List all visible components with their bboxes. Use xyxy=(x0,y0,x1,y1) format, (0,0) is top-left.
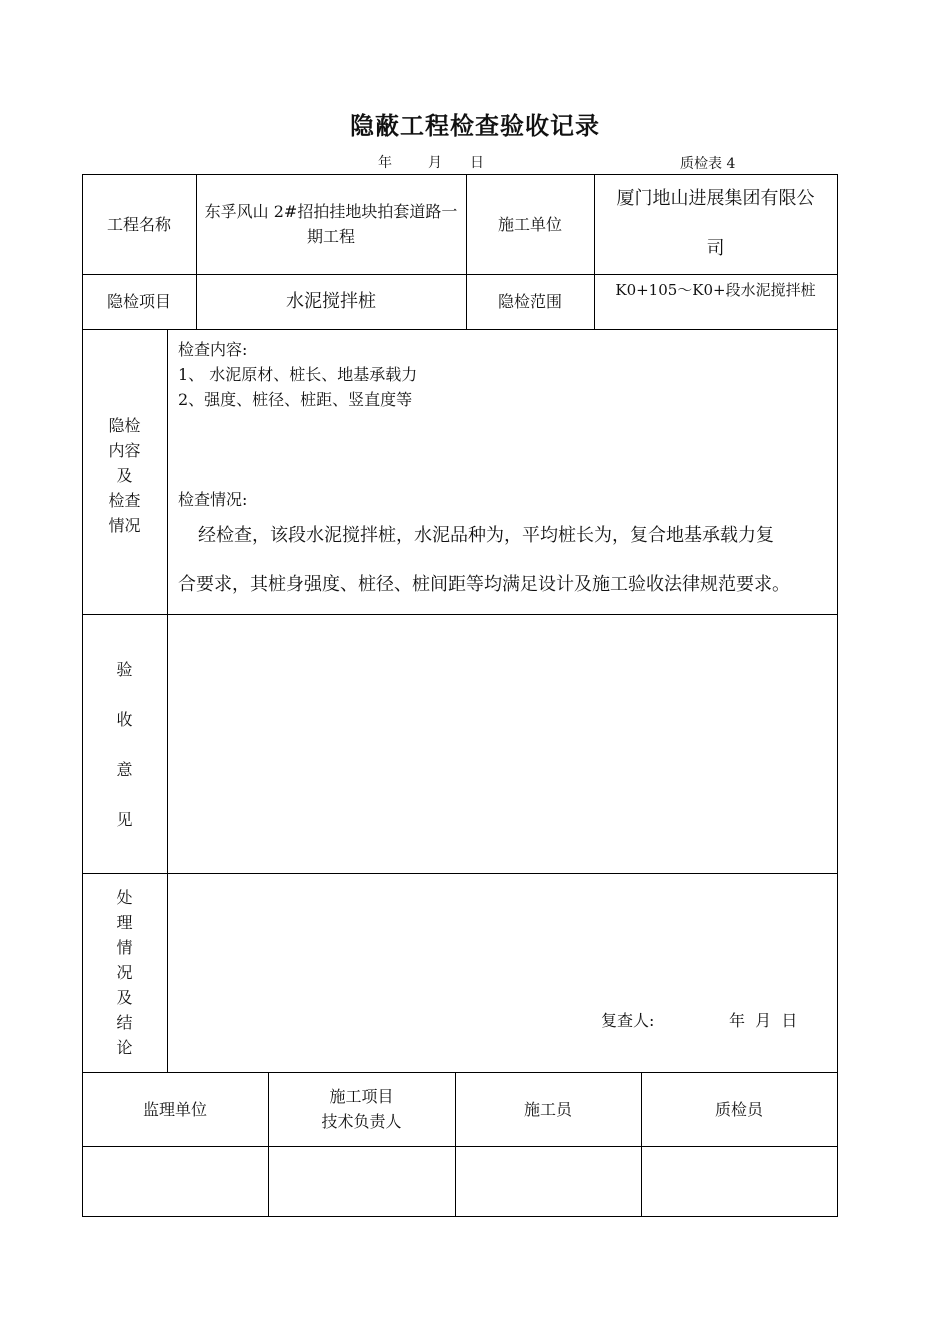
tech-lead-line: 技术负责人 xyxy=(321,1112,402,1131)
contractor-line: 司 xyxy=(706,238,725,259)
contractor-line: 厦门地山进展集团有限公 xyxy=(616,188,815,209)
tech-lead-line: 施工项目 xyxy=(329,1087,394,1106)
label-char: 理 xyxy=(116,913,133,932)
review-date: 年 月 日 xyxy=(729,1011,798,1030)
project-name-label: 工程名称 xyxy=(106,214,171,234)
label-char: 处 xyxy=(116,888,133,907)
situation-heading: 检查情况: xyxy=(178,490,248,509)
supervisor-signature-field[interactable] xyxy=(83,1147,268,1216)
label-char: 见 xyxy=(116,810,133,829)
tech-lead-label xyxy=(268,1072,455,1146)
supervisor-unit-label: 监理单位 xyxy=(142,1099,207,1119)
form-number: 质检表 4 xyxy=(680,156,736,172)
acceptance-opinion-field[interactable] xyxy=(168,615,837,873)
content-item: 2、强度、桩径、桩距、竖直度等 xyxy=(178,390,413,409)
date-month-label: 月 xyxy=(428,155,442,171)
handling-conclusion-label xyxy=(82,885,167,1060)
label-char: 收 xyxy=(116,710,133,729)
content-item: 1、 水泥原材、桩长、地基承载力 xyxy=(178,365,418,384)
label-char: 验 xyxy=(116,660,133,679)
label-char: 结 xyxy=(116,1013,133,1032)
contractor-label: 施工单位 xyxy=(497,214,562,234)
constructor-label: 施工员 xyxy=(523,1099,572,1119)
label-char: 况 xyxy=(116,963,133,982)
inspector-signature-field[interactable] xyxy=(642,1147,837,1216)
content-heading: 检查内容: xyxy=(178,340,248,359)
project-name-value xyxy=(196,174,466,274)
acceptance-opinion-label xyxy=(82,655,167,835)
content-situation-label xyxy=(82,410,167,540)
label-char: 情 xyxy=(116,938,133,957)
label-char: 论 xyxy=(116,1038,133,1057)
situation-text-line: 合要求，其桩身强度、桩径、桩间距等均满足设计及施工验收法律规范要求。 xyxy=(178,574,790,595)
label-char: 及 xyxy=(116,465,133,485)
table-border-bottom xyxy=(82,1216,838,1217)
inspection-scope-label: 隐检范围 xyxy=(497,292,562,311)
inspection-item-value: 水泥搅拌桩 xyxy=(286,291,376,312)
project-name-line: 东孚风山 2#招拍挂地块拍套道路一 xyxy=(204,202,458,221)
contractor-value xyxy=(594,174,837,274)
row-divider xyxy=(82,873,838,874)
label-char: 意 xyxy=(116,760,133,779)
reviewer-label: 复查人: xyxy=(601,1011,655,1030)
table-border-right xyxy=(837,174,838,1217)
date-year-label: 年 xyxy=(378,155,392,171)
inspection-item-label: 隐检项目 xyxy=(106,292,171,311)
label-char: 检查 xyxy=(108,490,141,510)
date-day-label: 日 xyxy=(470,155,484,171)
constructor-signature-field[interactable] xyxy=(456,1147,641,1216)
label-char: 隐检 xyxy=(108,415,141,435)
label-char: 及 xyxy=(116,988,133,1007)
project-name-line: 期工程 xyxy=(306,227,355,246)
tech-lead-signature-field[interactable] xyxy=(269,1147,455,1216)
quality-inspector-label: 质检员 xyxy=(714,1099,763,1119)
situation-text-line: 经检查，该段水泥搅拌桩，水泥品种为，平均桩长为，复合地基承载力复 xyxy=(198,525,774,546)
inspection-scope-value: K0+105～K0+段水泥搅拌桩 xyxy=(615,281,816,299)
label-char: 情况 xyxy=(108,515,141,535)
page-title: 隐蔽工程检查验收记录 xyxy=(350,111,600,140)
label-char: 内容 xyxy=(108,440,141,460)
